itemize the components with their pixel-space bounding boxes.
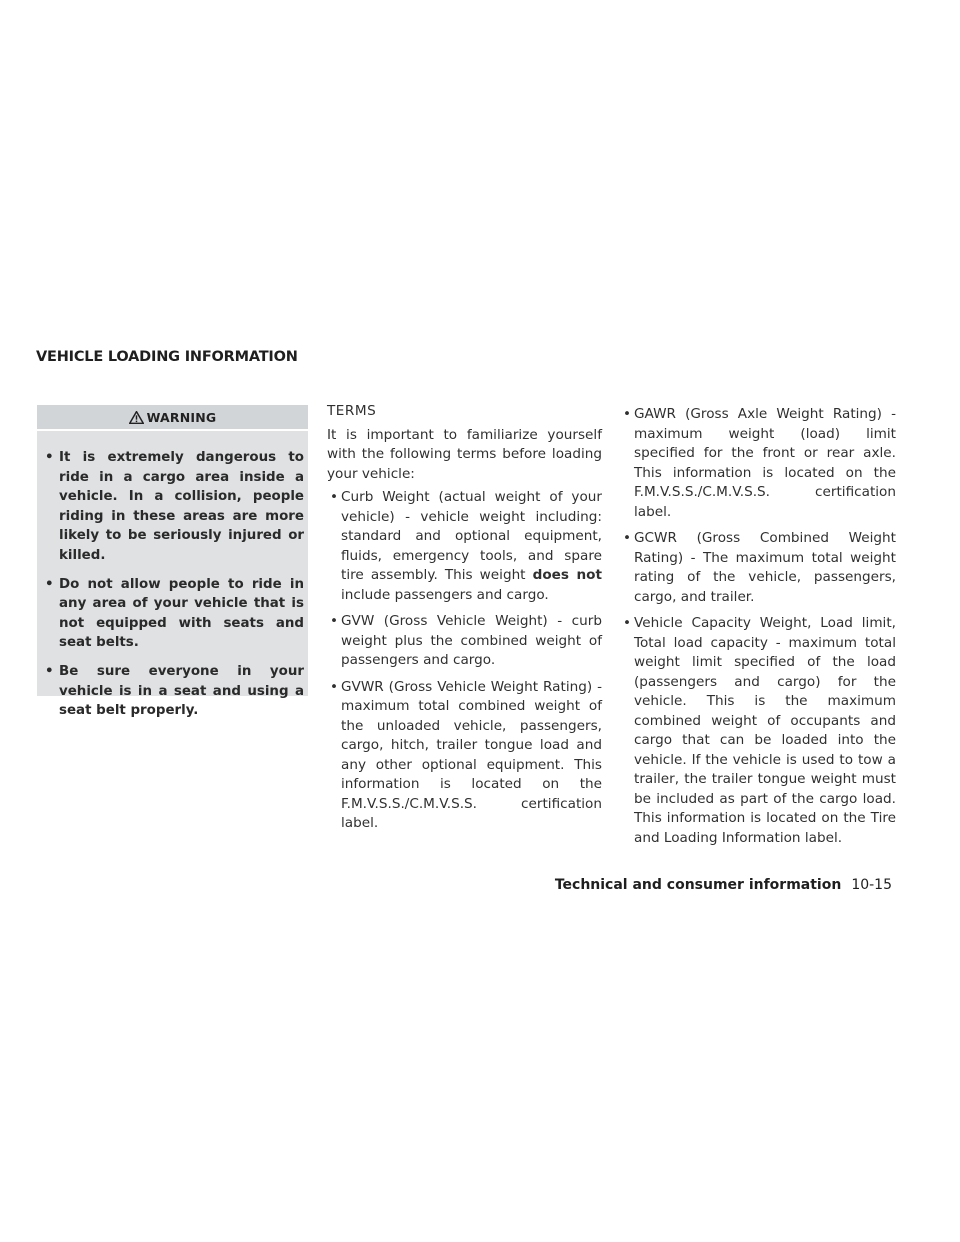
warning-list <box>37 431 308 721</box>
term-list <box>620 405 896 848</box>
warning-item: • It is extremely dangerous to ride in a cargo area inside a vehicle. In a collision, people riding in these areas are more likely to be seriously injured or killed. <box>37 448 308 566</box>
term-emphasis: does not <box>532 567 602 583</box>
warning-title: WARNING <box>146 409 217 425</box>
term-list <box>327 488 602 834</box>
footer-section-name: Technical and consumer information <box>554 877 842 893</box>
term-text: include passengers and cargo. <box>341 586 549 603</box>
term-gawr: • GAWR (Gross Axle Weight Rating) - maximum weight (load) limit specified for the front or rear axle. This information is located on the F.M.V.S.S./C.M.V.S.S. certification label. <box>620 405 896 522</box>
page-footer <box>555 877 892 893</box>
warning-header <box>37 405 308 431</box>
section-title: VEHICLE LOADING INFORMATION <box>36 349 298 365</box>
terms-heading: TERMS <box>327 403 377 419</box>
term-capacity: • Vehicle Capacity Weight, Load limit, Total load capacity - maximum total weight limit specified of the load (passengers and cargo) for the vehicle. This is the maximum combined weight of occupants and cargo that can be loaded into the vehicle. If the vehicle is used to tow a trailer, the trailer tongue weight must be included as part of the cargo load. This information is located on the Tire and Loading Information label. <box>620 614 896 848</box>
term-gcwr: • GCWR (Gross Combined Weight Rating) - The maximum total weight rating of the vehicle, passengers, cargo, and trailer. <box>620 529 896 607</box>
warning-box <box>37 405 308 719</box>
terms-intro: It is important to familiarize yourself with the following terms before loading your vehicle: <box>327 426 602 482</box>
page-number: 10-15 <box>851 877 892 893</box>
term-curb-weight <box>327 488 602 605</box>
term-gvw: • GVW (Gross Vehicle Weight) - curb weight plus the combined weight of passengers and cargo. <box>327 612 602 671</box>
terms-column-continued <box>620 405 896 855</box>
term-text: Curb Weight (actual weight of your vehicle) - vehicle weight including: standard and optional equipment, fluids, emergency tools, and spare tire assembly. This weight <box>341 489 602 583</box>
warning-item: • Do not allow people to ride in any area of your vehicle that is not equipped with seats and seat belts. <box>37 575 308 653</box>
warning-item: • Be sure everyone in your vehicle is in a seat and using a seat belt properly. <box>37 662 308 721</box>
terms-column <box>327 402 602 841</box>
warning-triangle-icon <box>129 411 144 424</box>
term-gvwr: • GVWR (Gross Vehicle Weight Rating) - maximum total combined weight of the unloaded vehicle, passengers, cargo, hitch, trailer tongue load and any other optional equipment. This information is located on the F.M.V.S.S./C.M.V.S.S. certification label. <box>327 678 602 834</box>
